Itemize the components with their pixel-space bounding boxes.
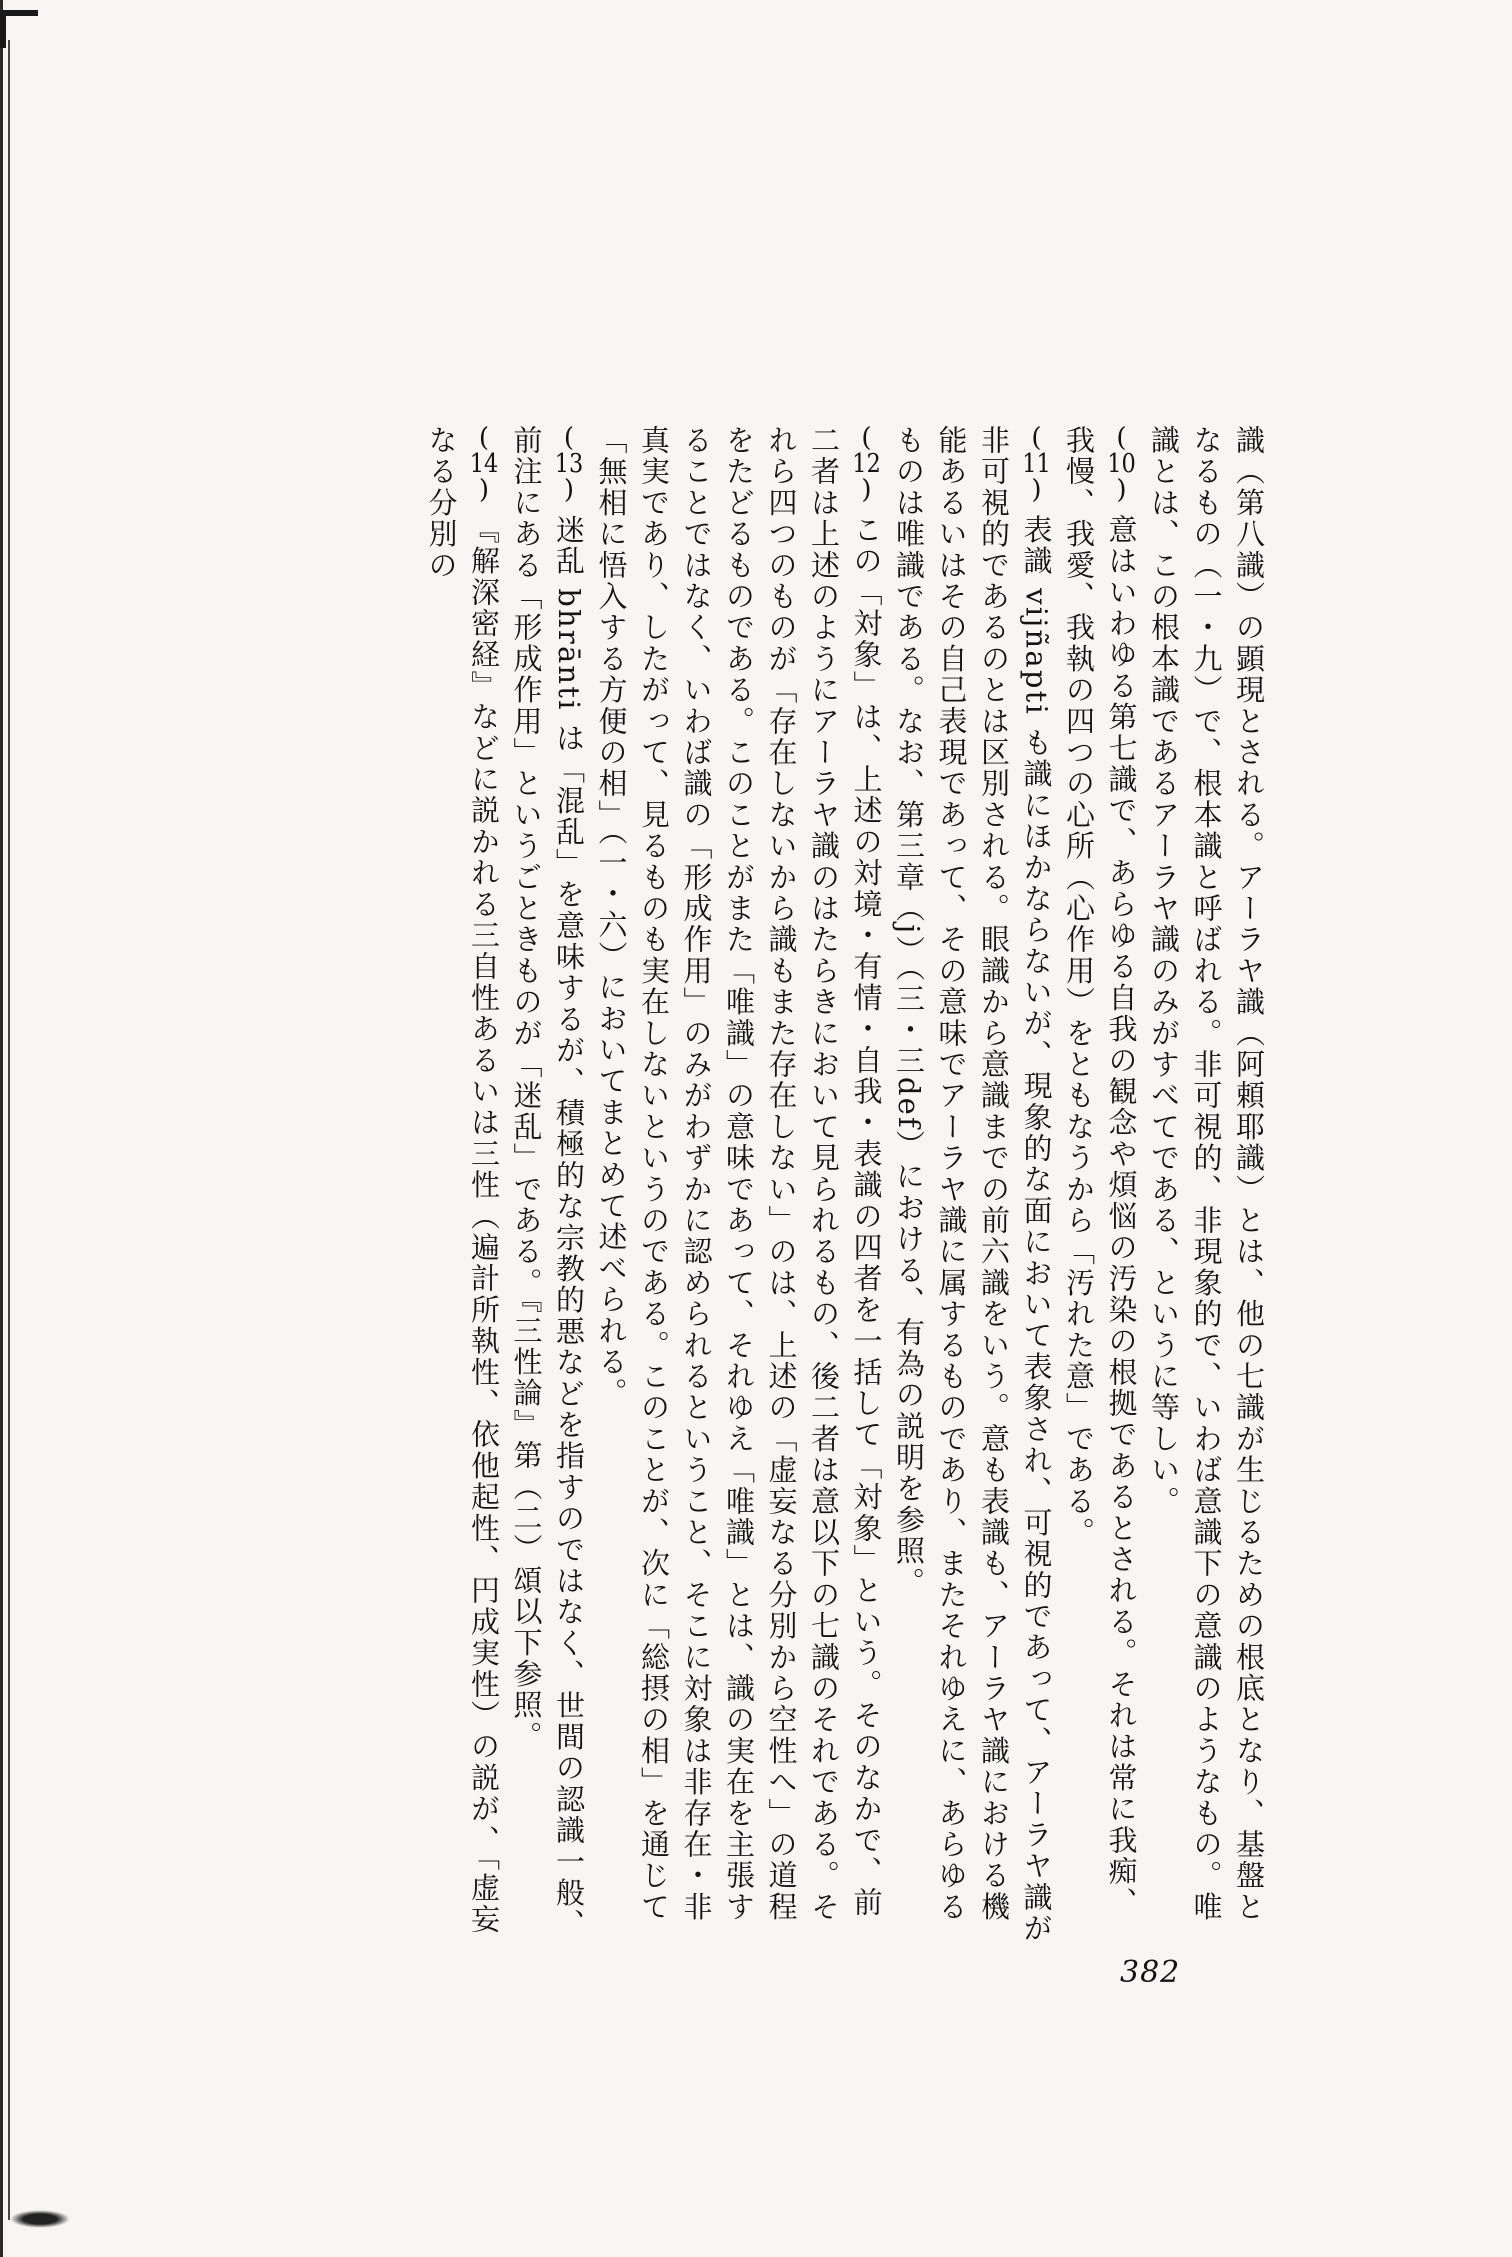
binding-edge	[0, 0, 14, 2257]
note-14	[420, 425, 505, 1945]
scan-line	[8, 40, 10, 2220]
notes-text-block	[240, 425, 1270, 1945]
note-number: (12)	[852, 425, 881, 503]
note-12	[590, 425, 888, 1945]
note-text: 迷乱 bhrānti は「混乱」を意味するが、積極的な宗教的悪などを指すのではなく、世間の認識一般、前注にある「形成作用」というごときものが「迷乱」である。『三性論』第（二）頌以下参照。	[509, 425, 586, 1940]
note-number: (13)	[554, 425, 584, 503]
note-continuation	[1143, 425, 1271, 1945]
note-11	[888, 425, 1058, 1945]
note-number: (11)	[1022, 425, 1051, 503]
note-text: 表識 vijñapti も識にほかならないが、現象的な面において表象され、可視的であって、アーラヤ識が非可視的であるのとは区別される。眼識から意識までの前六識をいう。意も表識も、アーラヤ識における機能あるいはその自己表現であって、その意味でアーラヤ識に属するものであり、またそれゆえに、あらゆるものは唯識である。なお、第三章（j）（三・三def）における、有為の説明を参照。	[892, 425, 1054, 1945]
scan-corner-mark	[0, 10, 38, 48]
note-text: 識（第八識）の顕現とされる。アーラヤ識（阿頼耶識）とは、他の七識が生じるための根底となり、基盤となるもの（一・九）で、根本識と呼ばれる。非可視的、非現象的で、いわば意識下の意識のようなもの。唯識とは、この根本識であるアーラヤ識のみがすべてである、というに等しい。	[1147, 425, 1266, 1923]
note-13	[505, 425, 590, 1945]
note-text: 『解深密経』などに説かれる三自性あるいは三性（遍計所執性、依他起性、円成実性）の説が、「虚妄なる分別の	[424, 425, 501, 1936]
note-number: (10)	[1107, 425, 1136, 503]
page-number: 382	[1120, 1955, 1181, 1990]
note-10	[1058, 425, 1143, 1945]
note-text: 意はいわゆる第七識で、あらゆる自我の観念や煩悩の汚染の根拠であるとされる。それは常に我痴、我慢、我愛、我執の四つの心所（心作用）をともなうから「汚れた意」である。	[1062, 425, 1139, 1919]
scan-blot	[10, 2210, 70, 2228]
note-text: この「対象」は、上述の対境・有情・自我・表識の四者を一括して「対象」という。そのなかで、前二者は上述のようにアーラヤ識のはたらきにおいて見られるもの、後二者は意以下の七識のそれである。それら四つのものが「存在しないから識もまた存在しない」のは、上述の「虚妄なる分別から空性へ」の道程をたどるものである。このことがまた「唯識」の意味であって、それゆえ「唯識」とは、識の実在を主張することではなく、いわば識の「形成作用」のみがわずかに認められるということ、そこに対象は非存在・非真実であり、したがって、見るものも実在しないというのである。このことが、次に「総摂の相」を通じて「無相に悟入する方便の相」（一・六）においてまとめて述べられる。	[594, 425, 884, 1923]
note-number: (14)	[469, 425, 499, 503]
